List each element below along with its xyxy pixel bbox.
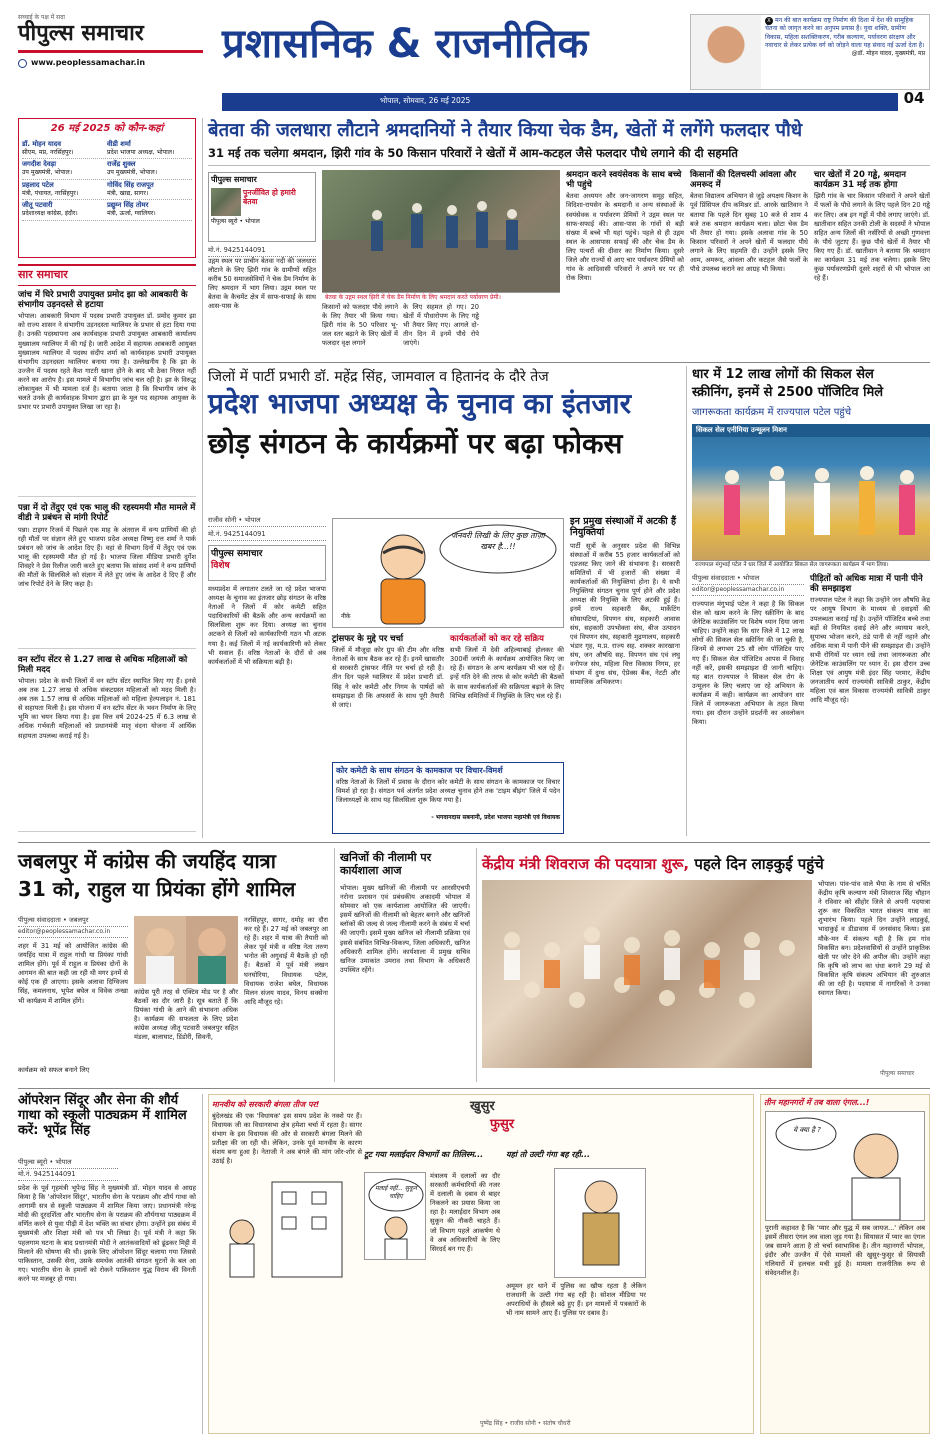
lead-side3-head: चार खेतों में 20 गड्ढे, श्रमदान कार्यक्रम 31 मई तक होगा — [814, 170, 906, 191]
khusur-bubble-1: मलाई नहीं... सुकून चाहिए — [375, 1185, 417, 1201]
bjp-col-c — [450, 634, 564, 758]
bjp-headline-2: छोड़ संगठन के कार्यक्रमों पर बढ़ा फोकस — [208, 427, 623, 460]
core-committee-author: - भगवानदास सबनानी, प्रदेश भाजपा महामंत्री एवं विधायक — [431, 813, 560, 821]
lead-headline: बेतवा की जलधारा लौटाने श्रमदानियों ने तैयार किया चेक डैम, खेतों में लगेंगे फलदार पौधे — [208, 120, 803, 141]
shivraj-crowd — [482, 880, 812, 1068]
khusur-cartoon-2 — [554, 1168, 646, 1278]
core-committee-text: वरिष्ठ नेताओं के जिलों में प्रवास के दौरान कोर कमेटी के साथ संगठन के कामकाज पर विचार विमर्श हो रहा है। संगठन पर्व अंतर्गत प्रदेश अध्यक्ष चुनाव होने तक 'टाइम बीइंग' जिले में पदेन जिलाध्यक्षों के साथ यह सिलसिला शुरू किया गया है। — [336, 777, 560, 804]
people-row — [22, 200, 192, 221]
sindoor-byline: पीपुल्स ब्यूरो • भोपाल — [18, 1158, 118, 1169]
jaihind-headline-1: जबलपुर में कांग्रेस की जयहिंद यात्रा — [18, 849, 276, 873]
shivraj-headline-red: केंद्रीय मंत्री शिवराज की पदयात्रा शुरू, — [482, 855, 690, 873]
sickle-email: editor@peoplessamachar.co.in — [692, 586, 804, 596]
lead-photo — [322, 170, 560, 292]
khusur-right — [506, 1150, 750, 1430]
person-entry — [107, 160, 192, 178]
appointments-text: पार्टी सूत्रों के अनुसार प्रदेश की विभिन्न संस्थाओं में करीब 55 हजार कार्यकर्ताओं को एडजस्ट किए जाने की संभावना है। सरकारी समितियों में भी हजारों की संख्या में कार्यकर्ताओं की नियुक्तियां होना है। ये सभी नियुक्तियां संगठन चुनाव पूर्ण होने और प्रदेश अध्यक्ष की नियुक्ति के लिए अटकी हुई हैं। इनमें राज्य सहकारी बैंक, मार्केटिंग सोसायटियां, विपणन संघ, सहकारी आवास संघ, सहकारी उपभोक्ता संघ, बीज उत्पादन एवं विपणन संघ, सहकारी मुद्रणालय, सहकारी भंडार गृह, म.प्र. राज्य सह. शक्कर कारखाना संघ, जन औषधि सह. विपणन संघ एवं लघु वनोपज संघ, महिला वित्त विकास निगम, हर संभाग में दुग्ध संघ, ऐप्रेक्स बैंक, नेटटी और सामाजिक अभिकरण। — [570, 541, 680, 687]
bjp-col-b — [332, 634, 444, 758]
person-place: मंत्री, पंचायत, नरसिंहपुर। — [22, 189, 79, 197]
who-where-title: 26 मई 2025 को कौन-कहां — [50, 123, 164, 134]
lead-col1: उद्गम स्थल पर प्राचीन बेतवा नदी की जलधारा लौटाने के लिए झिरी गांव के ग्रामीणों सहित करीब 50 समाजसेवियों ने चेक डैम निर्माण के लिए श्रमदान में भाग लिया। उद्गम स्थल पर बेतवा के कैचमेंट क्षेत्र में साफ-सफाई के साथ आस-पास के — [208, 257, 316, 311]
khusur-left-head: मानवीय को सरकारी बंगला तीज पर! — [212, 1100, 320, 1109]
sickle-side-text: राज्यपाल पटेल ने कहा कि उन्होंने जन औषधि केंद्र पर आयुष विभाग के माध्यम से दवाइयों की उपलब्धता कराई गई है। उन्होंने पॉजिटिव बच्चे तथा बड़ों से नियमित दवाई लेने और व्यायाम करने, सुपाच्य भोजन करने, ठंडे पानी से नहीं नहाने और अधिक मात्रा में पानी पीने की समझाइश दी। उन्होंने सभी रोगियों पर ध्यान रखें तथा जागरूकता और जेनेटिक काउंसलिंग पर ध्यान दें। इस दौरान उच्च शिक्षा एवं आयुष मंत्री इंदर सिंह परमार, केंद्रीय जनजातीय कार्य राज्यमंत्री सावित्री ठाकुर, केंद्रीय महिला एवं बाल विकास राज्यमंत्री सावित्री ठाकुर आदि मौजूद रहे। — [810, 596, 930, 705]
sickle-text: राज्यपाल मंगुभाई पटेल ने कहा है कि सिकल सेल को खत्म करने के लिए स्क्रीनिंग के बाद जेनेटिक काउंसलिंग पर विशेष ध्यान दिया जाना चाहिए। उन्होंने कहा कि धार जिले में 12 लाख लोगों की सिकल सेल स्क्रीनिंग की जा चुकी है, जिनमें से लगभग 25 सौ लोग पॉजिटिव पाए गए हैं। सिकल सेल पॉजिटिव आपस में विवाह नहीं करें, इसकी समझाइश दी जानी चाहिए। यह बात राज्यपाल ने सिकल सेल रोग के उन्मूलन के लिए चलाए जा रहे अभियान के कार्यक्रम में कही। कार्यक्रम का आयोजन धार जिले में जागरूकता अभियान के तहत किया गया। इस दौरान उन्होंने प्रदर्शनी का अवलोकन किया। — [692, 600, 804, 727]
jaihind-portraits — [134, 916, 238, 984]
section-title: प्रशासनिक & राजनीतिक — [222, 21, 589, 67]
person-place: मंत्री, खाद्य, सागर। — [107, 189, 149, 197]
khusur-cartoon-2-drawing — [555, 1169, 646, 1278]
person-name: डॉ. मोहन यादव — [22, 139, 62, 148]
lead-side2-text: बेतवा विद्यालय अभियान से जुड़े अयक्षय किशन के पूर्व प्रिंसिपल दीप कमिश्नर डॉ. आरके खातिवान ने बताया कि पहले दिन सुबह 10 बजे से शाम 4 बजे तक श्रमदान कार्यक्रम चला। छोटा चेक डैम भी तैयार हो गया। इसके अलावा गांव के 50 किसान परिवारों ने अपने खेतों में फलदार पौधे लगाने के लिए सहमति दी। उन्होंने इसके लिए आम, अमरूद, आंवला और कटहल जैसे फलों के पौधे उपलब्ध कराने का आग्रह भी किया। — [690, 192, 808, 274]
sickle-headline-1: धार में 12 लाख लोगों की सिकल सेल — [692, 367, 874, 382]
sickle-banner: सिकल सेल एनीमिया उन्मूलन मिशन — [692, 424, 930, 437]
teen-mahanagar-head: तीन महानगरों में तब वाला एंगल...! — [764, 1098, 870, 1107]
appointments-head: इन प्रमुख संस्थाओं में अटकी हैं नियुक्तियां — [570, 516, 677, 539]
people-row — [22, 180, 192, 201]
teen-cartoon — [765, 1111, 925, 1221]
person-entry — [22, 201, 107, 219]
brief-text: भोपाल। प्रदेश के सभी जिलों में वन स्टॉप सेंटर स्थापित किए गए हैं। इनसे अब तक 1.27 लाख से अधिक संकटग्रस्त महिलाओं को मदद मिली है। अब तक 1.57 लाख से अधिक महिलाओं को महिला हेल्पलाइन नं. 181 से सहायता मिली है। इस योजना में वन स्टॉप सेंटर के भवन निर्माण के लिए भूमि का चयन किया गया है। इस वित्त वर्ष 2024-25 में 6.3 लाख से अधिक गर्भवती महिलाओं को प्रधानमंत्री मातृ वंदना योजना में आर्थिक सहायता उपलब्ध कराई गई है। — [18, 676, 196, 740]
brief-text: पन्ना। टाइगर रिजर्व में पिछले एक माह के अंतराल में वन्य प्राणियों की हो रही मौतों पर संज्ञान लेते हुए भाजपा प्रदेश अध्यक्ष विष्णु दत्त शर्मा ने पार्क प्रबंधन को जांच के आदेश दिए हैं। वहां से विभाग दिनों में तेंदुए एवं एक भालू की रहस्यमयी मौत हो गई है। भाजपा जिला मीडिया प्रभारी दुर्गेश शिवहरे ने प्रेस रिलीज जारी करते हुए बताया कि सांसद शर्मा ने वन्य प्राणियों की मौतों के सिलसिले को संज्ञान में लेते हुए जांच के आदेश दे दिए हैं और जांच रिपोर्ट देने के लिए कहा है। — [18, 525, 196, 589]
bjp-cartoon — [332, 518, 564, 628]
core-committee-head: कोर कमेटी के साथ संगठन के कामकाज पर विचार-विमर्श — [336, 766, 503, 775]
person-name: प्रद्युम्न सिंह तोमर — [107, 201, 149, 210]
person-name: जीतू पटवारी — [22, 201, 53, 210]
sickle-byline: पीपुल्स संवाददाता • भोपाल — [692, 574, 804, 585]
lead-mobile: मो.नं. 9425144091 — [208, 246, 316, 257]
person-name: प्रहलाद पटेल — [22, 180, 54, 189]
person-name: राजेंद्र शुक्ल — [107, 160, 136, 169]
person-place: प्रदेशाध्यक्ष कांग्रेस, इंदौर। — [22, 210, 78, 218]
sickle-photo-figures — [692, 437, 930, 557]
sindoor-mobile: मो.नं. 9425144091 — [18, 1170, 118, 1181]
cm-portrait — [691, 15, 761, 89]
people-row — [22, 159, 192, 180]
person-entry — [22, 140, 107, 158]
person-place: प्रदेश भाजपा अध्यक्ष, भोपाल। — [107, 148, 175, 156]
betwa-logo-image — [211, 188, 241, 216]
betwa-logo-brand: पीपुल्स समाचार — [211, 175, 257, 184]
appointments-box — [570, 516, 680, 834]
lead-side3-text: झिरी गांव के चार किसान परिवारों ने अपने खेतों में फलों के पौधे लगाने के लिए पहले दिन 20 गड्ढे कर लिए। अब इन गड्ढों में पौधे लगाए जाएंगे। डॉ. खातीवान सहित उनकी टोली के सदस्यों ने भोपाल सहित अन्य जिलों की नर्सरियों से अच्छी गुणवत्ता के पौधे जुटाए हैं। कुछ पौधे खेतों में तैयार भी किए गए हैं। डॉ. खातीवान ने बताया कि श्रमदान का कार्यक्रम 31 मई तक चलेगा। इसके लिए कुछ पर्यावरणप्रेमी दूसरे शहरों से भी भोपाल आ रहे हैं। — [814, 192, 930, 283]
shivraj-photo — [482, 880, 812, 1068]
jaihind-email: editor@peoplessamachar.co.in — [18, 928, 128, 938]
person-place: उप मुख्यमंत्री, भोपाल। — [107, 169, 158, 177]
brief-headline: जांच में घिरे प्रभारी उपायुक्त प्रमोद झा को आबकारी के संभागीय उड़नदस्ते से हटाया — [18, 289, 188, 311]
lead-col2: किसानों को फलदार पौधे लगाने के लिए तैयार भी किया गया। झिरी गांव के 50 परिवार भू-जल स्तर बढ़ाने के लिए खेतों में फलदार वृक्ष लगाने — [322, 303, 398, 348]
person-place: उप मुख्यमंत्री, भोपाल। — [22, 169, 73, 177]
lead-side2 — [690, 170, 808, 356]
x-icon: X — [765, 17, 773, 25]
person-name: जगदीश देवड़ा — [22, 160, 57, 169]
lead-side1-head: श्रमदान करने स्वयंसेवक के साथ बच्चे भी पहुंचे — [566, 170, 682, 191]
bjp-byline: राजीव सोनी • भोपाल — [208, 516, 326, 527]
khusur-mid-head: टूट गया मलाईदार विभागों का तिलिस्म... — [364, 1150, 484, 1159]
mines-headline: खनिजों की नीलामी पर कार्यशाला आज — [340, 851, 432, 877]
lead-photo-figures — [322, 170, 560, 292]
cartoon-signature: नीके — [341, 613, 351, 620]
shivraj-text: भोपाल। पांव-पांव वाले भैया के नाम से चर्चित केंद्रीय कृषि कल्याण मंत्री शिवराज सिंह चौहान ने रविवार को सीहोर जिले से अपनी पदयात्रा शुरू कर विकसित भारत संकल्प यात्रा का शुभारंभ किया। पहले दिन उन्होंने लाड़कुई, भादाकुई व डीडावास में जनसंवाद किया। इस मौके-मन में संकल्प यही है कि हम गांव विकसित बन। प्रदेशवासियों से उन्होंने प्राकृतिक खेती पर जोर देने की अपील की। उन्होंने कहा कि कृषि को लाभ का धंधा बनाने 29 मई से विकसित कृषि संकल्प अभियान की शुरुआत की जा रही है। पदयात्रा में नागरिकों ने उनका स्वागत किया। — [818, 880, 930, 998]
section-title-block — [222, 12, 682, 90]
khusur-right-text: अमूमन हर थाने में पुलिस का खौफ रहता है लेकिन राजधानी के उल्टी गंगा बह रही है। सोशल मीडिया पर अपराधियों के हौसले बढ़े हुए हैं। इन मामलों में पत्रकारों के भी नाम सामने आए हैं। पुलिस पर दबाव है। — [506, 1282, 646, 1318]
bjp-col-c-text: सभी जिलों में देवी अहिल्याबाई होलकर की 300वीं जयंती के कार्यक्रम आयोजित किए जा रहे हैं। संगठन के अन्य कार्यक्रम भी चल रहे हैं। इन्हें गति देने की तरफ से कोर कमेटी की बैठकों के साथ कार्यकर्ताओं की सक्रियता बढ़ाने के लिए विभिन्न समितियों में नियुक्ति के लिए चल रहे हैं। — [450, 646, 564, 700]
teen-bubble: ये क्या है ? — [793, 1125, 821, 1134]
person-entry — [107, 140, 192, 158]
brief-item — [18, 290, 196, 497]
lead-side3 — [814, 170, 930, 356]
khusur-title-2: फुसुर — [490, 1116, 515, 1132]
brief-headline: पन्ना में दो तेंदुए एवं एक भालू की रहस्यमयी मौत मामले में वीडी ने प्रबंधन से मांगी रिपोर्ट — [18, 503, 196, 524]
sickle-subhead: जागरूकता कार्यक्रम में राज्यपाल पटेल पहुंचे — [692, 407, 852, 418]
bjp-special-brand: पीपुल्स समाचार — [211, 549, 263, 559]
khusur-mid-text: मंत्रालय में दलालों का दौर सरकारी कर्मचारियों की नजर में दलाली के दबाव से बाहर निकलने का प्रयास किया जा रहा है। मलाईदार विभाग अब सुकून की नौकरी चाहते हैं। जो विभाग पहले आकर्षण थे वे अब अधिकारियों के लिए सिरदर्द बन गए हैं। — [430, 1172, 500, 1253]
people-row — [22, 139, 192, 160]
bjp-headline-1: प्रदेश भाजपा अध्यक्ष के चुनाव का इंतजार — [208, 387, 632, 420]
sindoor-headline: ऑपरेशन सिंदूर और सेना की शौर्य गाथा को स्कूली पाठ्यक्रम में शामिल करें: भूपेंद्र सिंह — [18, 1093, 187, 1138]
person-name: गोविंद सिंह राजपूत — [107, 180, 154, 189]
brand-logo: पीपुल्स समाचार — [18, 21, 144, 47]
jaihind-byline: पीपुल्स संवाददाता • जबलपुर — [18, 916, 128, 927]
quote-author: @डॉ. मोहन यादव, मुख्यमंत्री, मप्र — [851, 50, 925, 58]
saar-title: सार समाचार — [18, 264, 196, 286]
brief-item — [18, 503, 196, 648]
person-entry — [107, 181, 192, 199]
bjp-mobile: मो.नं. 9425144091 — [208, 530, 326, 541]
betwa-logo-box — [208, 172, 316, 242]
teen-text: पुरानी कहावत है कि 'प्यार और युद्ध में सब जायज...' लेकिन अब इसमें तीसरा एंगल लव वाला जुड़ गया है। सियासत में प्यार का एंगल जब सामने आता है तो चर्चा स्वाभाविक है। तीन महानगरों भोपाल, इंदौर और उज्जैन में ऐसे मामलों की खुसुर-फुसुर से सियासी गलियारों में हलचल मची हुई है। मामला राजनीतिक रूप से संवेदनशील है। — [765, 1223, 925, 1278]
bjp-col-b-head: ट्रांसफर के मुद्दे पर चर्चा — [332, 634, 404, 644]
khusur-footer: पुष्पेंद्र सिंह • राजीव सोनी • संतोष चौधरी — [480, 1420, 571, 1427]
mines-text: भोपाल। मुख्य खनिजों की नीलामी पर आरसीएचपी नरोना प्रशासन एवं प्रबंधकीय अकादमी भोपाल में सोमवार को एक कार्यशाला आयोजित की जाएगी। इसमें खनिजों की नीलामी को बेहतर बनाने और खनिजों ब्लॉकों की जल्द से जल्द नीलामी करने के संबंध में चर्चा की जाएगी। इसमें मुख्य खनिज को नीलामी प्रक्रिया एवं इससे संबंधित विभिन्न-विकल्प, जिला अधिकारी, खनिज अधिकारी शामिल होंगे। कार्यशाला में प्रमुख सचिव खनिज उमाकांत उमराव तथा विभाग के अधिकारी उपस्थित रहेंगे। — [340, 884, 470, 974]
khusur-title — [470, 1098, 590, 1146]
quote-text: मन की बात कार्यक्रम राष्ट्र निर्माण की दिशा में देश की सामूहिक चेतना को जागृत करने का अनुपम प्रयास है। युवा शक्ति, ग्रामीण विकास, महिला सशक्तिकरण, गरीब कल्याण, पर्यावरण संरक्षण और नवाचार से लेकर प्रत्येक वर्ग को जोड़ने वाला यह संवाद नई ऊर्जा देता है। — [765, 17, 925, 50]
masthead-brand — [18, 14, 208, 99]
person-entry — [22, 160, 107, 178]
khusur-left — [212, 1100, 362, 1430]
person-place: मंत्री, ऊर्जा, ग्वालियर। — [107, 210, 156, 218]
jaihind-headline-2: 31 को, राहुल या प्रियंका होंगे शामिल — [18, 877, 296, 901]
people-list — [22, 139, 192, 221]
lead-side1-text: बेतवा अध्ययन और जन-जागरण समूह सहित, विदिशा-रायसेन के श्रमदानी व अन्य संस्थाओं के स्वयंसेवक व पर्यावरण प्रेमियों ने उद्गम स्थल पर साफ-सफाई की। आस-पास के गांवों से बड़ी संख्या में बच्चे भी यहां पहुंचे। पहले से ही उद्गम स्थल के आसपास सफाई की और चेक डैम के लिए पत्थरों की दीवार का निर्माण किया। दूसरे जिले और राज्यों से आए चार पर्यावरण प्रेमियों को गांव के आदिवासी परिवारों ने अपने घर पर ही रोक लिया। — [566, 192, 684, 283]
teen-mahanagar — [760, 1094, 930, 1434]
bjp-intro: मध्यप्रदेश में लगातार टलते जा रहे प्रदेश भाजपा अध्यक्ष के चुनाव का इंतजार छोड़ संगठन के वरिष्ठ नेताओं ने जिलों में कोर कमेटी सहित पदाधिकारियों की बैठकें और अन्य कार्यक्रमों का सिलसिला शुरू कर दिया। अध्यक्ष का चुनाव अटकने से जिलों को कार्यकारिणी गठन भी अटक गया है। कई जिलों में नई कार्यकारिणी को लेकर भी सवाल हैं। वरिष्ठ नेताओं के दौरों से अब कार्यकर्ताओं में भी सक्रियता बढ़ी है। — [208, 585, 326, 666]
khusur-left-text: बुंदेलखंड की एक 'विधायक' इस समय प्रदेश के नक्शे पर हैं। विधायक जी का विधानसभा क्षेत्र हमेशा चर्चा में रहता है। सागर संभाग के इस विधायक की ओर से सरकारी बंगला मिलने की प्रतीक्षा की जा रही थी। लेकिन, उनके पूर्व मानवीय के कारण संशय बना हुआ है। नेताजी ने अब बंगले की मांग जोर-शोर से उठाई है। — [212, 1111, 362, 1166]
lead-byline: पीपुल्स ब्यूरो • भोपाल — [211, 217, 260, 225]
bjp-special-tag: विशेष — [211, 561, 230, 572]
building-cartoon — [212, 1172, 362, 1282]
lead-subhead: 31 मई तक चलेगा श्रमदान, झिरी गांव के 50 किसान परिवारों ने खेतों में आम-कटहल जैसे फलदार पौधे लगाने की दी सहमति — [208, 146, 738, 160]
person-entry — [107, 201, 192, 219]
brand-tagline: सच्चाई के पक्ष में सदा — [18, 14, 65, 21]
brief-item — [18, 655, 196, 832]
khusur-footer-names: राजीव सोनी • संतोष चौधरी — [510, 1420, 571, 1427]
brief-text: भोपाल। आबकारी विभाग में पदस्थ प्रभारी उपायुक्त डॉ. प्रमोद कुमार झा को राज्य शासन ने संभागीय उड़नदस्ता ग्वालियर के प्रभार से हटा दिया गया है। उनकी पदस्थापना अब कार्यवाहक प्रभारी उपायुक्त आबकारी कार्यालय मुख्यालय ग्वालियर में की गई है। जारी आदेश में सहायक आबकारी आयुक्त मुख्यालय ग्वालियर में पदस्थ संदीप शर्मा को कार्यवाहक प्रभारी उपायुक्त संभागीय उड़नदस्ता ग्वालियर बनाया गया है। उल्लेखनीय है कि झा के उज्जैन में पदस्थ रहते कैश गाटरी खाना होने के बाद भी ठेका निरस्त नहीं करने का आरोप है। इस मामले में विभागीय जांच चल रही है। झा के विरुद्ध लोकायुक्त में भी मामला दर्ज है। बताया जाता है कि विभागीय जांच के चलते उनके ही कार्यवाहक विभाग द्वारा झा के मूल पद सहायक आयुक्त के प्रभार पर प्रभारी उपायुक्त लिखा जा रहा है। — [18, 312, 196, 412]
sickle-side-head: पीड़ितों को अधिक मात्रा में पानी पीने की समझाइश — [810, 574, 923, 595]
sickle-photo — [692, 424, 930, 560]
jaihind-col2: कांग्रेस पूरी तरह से एक्टिव मोड पर है और बैठकों का दौर जारी है। सूत्र बताते हैं कि प्रियंका गांधी के आने की संभावना अधिक है। कार्यक्रम की सफलता के लिए प्रदेश कांग्रेस अध्यक्ष जीतू पटवारी जबलपुर सहित मंडला, बालाघाट, डिंडोरी, सिवनी, — [134, 988, 238, 1042]
brief-headline: वन स्टॉप सेंटर से 1.27 लाख से अधिक महिलाओं को मिली मदद — [18, 654, 188, 675]
lead-photo-caption: बेतवा के उद्गम स्थल झिरी में चेक डैम निर्माण के लिए श्रमदान करते पर्यावरण प्रेमी। — [322, 292, 560, 303]
bjp-kicker: जिलों में पार्टी प्रभारी डॉ. महेंद्र सिंह, जामवाल व हितानंद के दौरे तेज — [208, 369, 549, 385]
cartoon-speech: जनवरी लिखी के लिए कुछ ताज़ा खबर है...!! — [451, 531, 545, 551]
khusur-cartoon-1 — [364, 1172, 426, 1260]
bjp-special-box — [208, 545, 326, 581]
person-place: सीएम, मप्र, नरसिंहपुर। — [22, 148, 74, 156]
core-committee-box — [332, 762, 564, 834]
sickle-photo-caption: राज्यपाल मंगुभाई पटेल ने धार जिले में आयोजित सिकल सेल जागरूकता कार्यक्रम में भाग लिया। — [692, 560, 930, 571]
sindoor-text: प्रदेश के पूर्व गृहमंत्री भूपेन्द्र सिंह ने मुख्यमंत्री डॉ. मोहन यादव से आग्रह किया है कि 'ऑपरेशन सिंदूर', भारतीय सेना के पराक्रम और शौर्य गाथा को आगामी सत्र से स्कूली पाठ्यक्रम में शामिल किया जाए। प्रधानमंत्री नरेन्द्र मोदी की दूरदर्शिता और भारतीय सेना के पराक्रम की शौर्यगाथा पाठ्यक्रम में वर्णित करने से युवा पीढ़ी में देश भक्ति का संचार होगा। उन्होंने इस संबंध में मुख्यमंत्री और शिक्षा मंत्री को पत्र भी लिखा है। पूर्व मंत्री ने कहा कि पहलगाम घटना के बाद प्रधानमंत्री मोदी ने आतंकवादियों को ढूंढकर मिट्टी में मिलाने की घोषणा की थी। इसके लिए ऑपरेशन सिंदूर चलाया गया जिससे पाकिस्तान, उसकी सेना, उसके समर्थक आतंकी संगठन घुटनों के बल आ गए। भारतीय सेना के हमलों को रोकने पाकिस्तान युद्ध विराम की विनती करने पर मजबूर हो गया। — [18, 1184, 196, 1283]
shivraj-headline-rest: पहले दिन लाड़कुई पहुंचे — [689, 855, 824, 873]
jaihind-col1: शहर में 31 मई को आयोजित कांग्रेस की जयहिंद यात्रा में राहुल गांधी या प्रियंका गांधी शामिल होंगे। पूर्व में राहुल व प्रियंका दोनों के आगमन की बात कही जा रही थी मगर इनमें से कोई एक ही आएगा। इसके अलावा दिग्विजय सिंह, कमलनाथ, भूपेश बघेल व विवेक तन्खा भी कार्यक्रम में शामिल होंगे। — [18, 942, 128, 1005]
shivraj-headline — [482, 856, 930, 873]
jaihind-footer: कार्यक्रम को सफल बनाने लिए — [18, 1066, 90, 1074]
khusur-mid — [364, 1150, 500, 1430]
dateline: भोपाल, सोमवार, 26 मई 2025 — [380, 96, 471, 105]
page-number: 04 — [898, 88, 930, 112]
khusur-right-head: यहां तो उल्टी गंगा बह रही... — [506, 1150, 591, 1159]
khusur-title-1: खुसुर — [470, 1099, 495, 1114]
sickle-side — [810, 574, 930, 834]
person-name: वीडी शर्मा — [107, 139, 131, 148]
brand-website[interactable]: www.peoplessamachar.in — [18, 58, 208, 69]
jaihind-col3: नरसिंहपुर, सागर, दमोह का दौरा कर रहे हैं। 27 मई को जबलपुर आ रहे हैं। शहर में यात्रा की तैयारी को लेकर पूर्व मंत्री व वरिष्ठ नेता तरुण भनोत की अगुवाई में बैठकें हो रही हैं। बैठकों में पूर्व मंत्री लखन घनघोरिया, विधायक पटेल, विधायक राजेश बघेल, विधायक मिलन संजय यादव, विनय सक्सेना आदि मौजूद रहे। — [244, 916, 328, 1006]
khusur-footer-lead: पुष्पेंद्र सिंह — [480, 1420, 503, 1427]
lead-col3: के लिए सहमत हो गए। 20 खेतों में पौधारोपण के लिए गड्ढे भी तैयार किए गए। आगले दो-तीन दिन में इनमें पौधे रोपे जाएंगे। — [403, 303, 479, 348]
saar-samachar — [18, 264, 196, 834]
cm-quote-box — [690, 14, 930, 90]
bjp-col-c-head: कार्यकर्ताओं को कर रहे सक्रिय — [450, 634, 544, 644]
betwa-logo-caption: पुनर्जीवित हो हमारी बेतवा — [242, 187, 296, 206]
globe-icon — [18, 59, 27, 68]
lead-side2-head: किसानों की दिलचस्पी आंवला और अमरूद में — [690, 170, 796, 191]
lead-side1 — [566, 170, 684, 356]
person-entry — [22, 181, 107, 199]
jaihind-photos — [134, 916, 238, 984]
who-where-box — [18, 118, 196, 258]
sickle-headline-2: स्क्रीनिंग, इनमें से 2500 पॉजिटिव मिले — [692, 385, 884, 400]
bjp-col-b-text: जिलों में मौजूदा कोर ग्रुप की टीम और वरिष्ठ नेताओं के साथ बैठक कर रहे हैं। इनमें खासतौर से सरकारी ट्रांसफर नीति पर चर्चा हो रही है। तीन दिन पहले ग्वालियर में प्रदेश प्रभारी डॉ. सिंह ने कोर कमेटी और निगम के पार्षदों को समझाइश दी कि अफसरों के साथ पूरी तैयारी से जाएं। — [332, 646, 444, 709]
briefs-list — [18, 290, 196, 832]
shivraj-footer: पीपुल्स समाचार — [880, 1070, 915, 1077]
